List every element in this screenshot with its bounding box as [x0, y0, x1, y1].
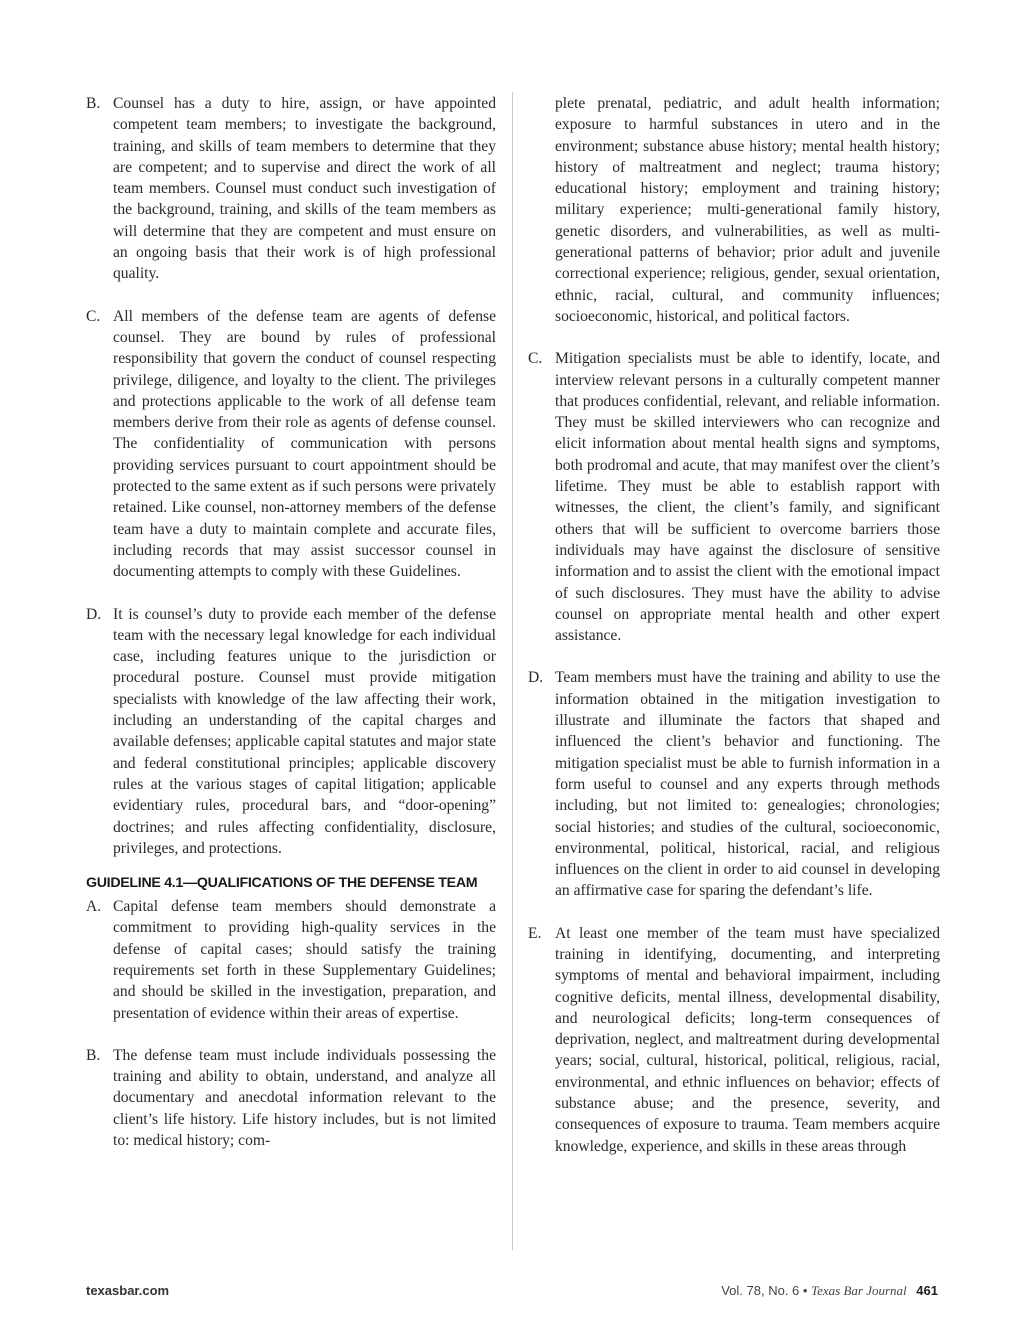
item-label: D.: [528, 669, 544, 687]
item-text: Counsel has a duty to hire, assign, or have appointed competent team members; to investigate the background, training, and skills of team members to determine that they are competent; and to supervise and direct the work of all team members. Counsel must conduct such investigation of the background, training, and skills of the team members as will determine that they are competent and must ensure on an ongoing basis that their work is of high professional quality.: [113, 95, 496, 283]
paragraph-d: [86, 604, 496, 860]
item-text: At least one member of the team must have specialized training in identifying, documenting, and interpreting symptoms of mental and behavioral impairment, including cognitive deficits, mental illness, developmental disability, and neurological deficits; long-term consequences of deprivation, neglect, and maltreatment during developmental years; social, cultural, historical, political, religious, racial, environmental, and ethnic influences on behavior; effects of substance abuse; and the presence, severity, and consequences of exposure to trauma. Team members acquire knowledge, experience, and skills in these areas through: [555, 924, 940, 1155]
item-text: The defense team must include individuals possessing the training and ability to obtain, understand, and analyze all documentary and anecdotal information relevant to the client’s life history. Life history includes, but is not limited to: medical history; com-: [113, 1046, 496, 1150]
item-label: A.: [86, 898, 102, 916]
item-text: Capital defense team members should demonstrate a commitment to providing high-quality services in the defense of capital cases; should satisfy the training requirements set forth in these Supplementary Guidelines; and should be skilled in the investigation, preparation, and presentation of evidence within their areas of expertise.: [113, 898, 496, 1022]
item-text: All members of the defense team are agents of defense counsel. They are bound by rules of professional responsibility that govern the conduct of counsel respecting privilege, diligence, and loyalty to the client. The privileges and protections applicable to the work of all defense team members derive from their role as agents of defense counsel. The confidentiality of communication with persons providing services pursuant to court appointment should be protected to the same extent as if such persons were privately retained. Like counsel, non-attorney members of the defense team have a duty to maintain complete and accurate files, including records that may assist successor counsel in documenting attempts to comply with these Guidelines.: [113, 307, 496, 581]
item-text: Mitigation specialists must be able to identify, locate, and interview relevant persons in a culturally competent manner that produces confidential, relevant, and reliable information. They must be skilled interviewers who can recognize and elicit information about mental health signs and symptoms, both prodromal and acute, that may manifest over the client’s lifetime. They must be able to establish rapport with witnesses, the client, the client’s family, and significant others that will be sufficient to overcome barriers those individuals may have against the disclosure of sensitive information and to assist the client with the emotional impact of such disclosures. They must have the ability to advise counsel on appropriate mental health and other expert assistance.: [555, 350, 940, 645]
guideline-paragraph-b: [86, 1045, 496, 1151]
left-column: [86, 93, 496, 1151]
item-text: It is counsel’s duty to provide each member of the defense team with the necessary legal knowledge for each individual case, including features unique to the jurisdiction or procedural posture. Counsel must provide mitigation specialists with knowledge of the law affecting their work, including an understanding of the capital charges and available defenses; applicable capital statutes and major state and federal constitutional principles; applicable discovery rules at the various stages of capital litigation; applicable evidentiary rules, procedural bars, and “door-opening” doctrines; and rules affecting confidentiality, disclosure, privileges, and protections.: [113, 605, 496, 857]
footer-site: texasbar.com: [86, 1283, 170, 1298]
paragraph-c: [528, 348, 940, 646]
footer-journal: Texas Bar Journal: [811, 1283, 907, 1298]
footer-volume: Vol. 78, No. 6: [721, 1283, 800, 1298]
page-number: 461: [916, 1283, 938, 1298]
item-label: B.: [86, 95, 101, 112]
paragraph-d: [528, 667, 940, 901]
item-label: E.: [528, 924, 542, 942]
footer-publication: [721, 1283, 938, 1299]
guideline-paragraph-a: [86, 896, 496, 1024]
item-label: C.: [528, 350, 543, 368]
footer-bullet: •: [802, 1283, 808, 1298]
guideline-heading: GUIDELINE 4.1—QUALIFICATIONS OF THE DEFENSE TEAM: [86, 875, 478, 892]
item-label: C.: [86, 307, 101, 325]
item-label: D.: [86, 605, 102, 623]
continued-text: plete prenatal, pediatric, and adult health information; exposure to harmful substances in utero and in the environment; substance abuse history; mental health history; history of maltreatment and neglect; trauma history; educational history; employment and training history; military experience; multi-generational family history, genetic disorders, and vulnerabilities, as well as multi-generational patterns of behavior; prior adult and juvenile correctional experience; religious, gender, sexual orientation, ethnic, racial, cultural, and community influences; socioeconomic, historical, and political factors.: [555, 95, 940, 325]
item-text: Team members must have the training and ability to use the information obtained in the mitigation investigation to illustrate and illuminate the factors that shaped and influenced the client’s behavior and functioning. The mitigation specialist must be able to furnish information in a form useful to counsel and any experts through methods including, but not limited to: genealogies; chronologies; social histories; and studies of the cultural, socioeconomic, environmental, political, historical, racial, and religious influences on the client in order to aid counsel in developing an affirmative case for sparing the defendant’s life.: [555, 669, 940, 900]
item-label: B.: [86, 1046, 101, 1064]
paragraph-e: [528, 923, 940, 1157]
paragraph-c: [86, 306, 496, 583]
right-column: [528, 93, 940, 1157]
column-divider: [512, 92, 513, 1250]
paragraph-b: [86, 93, 496, 285]
